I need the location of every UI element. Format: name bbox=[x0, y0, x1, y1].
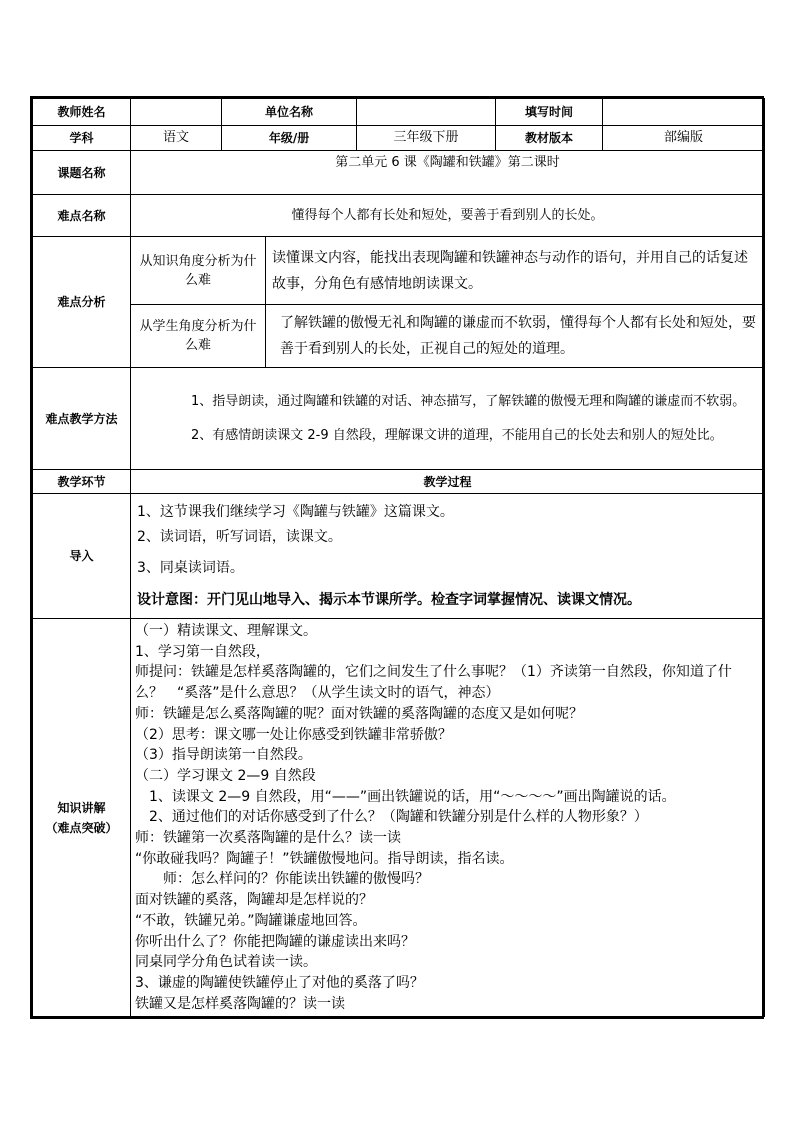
student-angle-label: 从学生角度分析为什么难 bbox=[131, 305, 266, 368]
teaching-step-heading: 教学环节 bbox=[33, 470, 131, 494]
analysis-row-knowledge bbox=[33, 237, 765, 305]
lecture-line: 师：铁罐是怎么奚落陶罐的呢？面对铁罐的奚落陶罐的态度又是如何呢？ bbox=[135, 705, 583, 722]
difficulty-label: 难点名称 bbox=[33, 195, 131, 237]
lecture-line: （一）精读课文、理解课文。 bbox=[135, 623, 317, 639]
analysis-row-student bbox=[33, 305, 765, 368]
intro-line-3: 3、同桌读词语。 bbox=[137, 560, 244, 576]
lesson-title-label: 课题名称 bbox=[33, 151, 131, 195]
intro-content bbox=[131, 494, 765, 619]
grade-value: 三年级下册 bbox=[357, 126, 496, 151]
intro-line-1: 1、这节课我们继续学习《陶罐与铁罐》这篇课文。 bbox=[137, 504, 454, 520]
lesson-plan-grid bbox=[32, 98, 765, 1017]
lecture-line: “你敢碰我吗？陶罐子！”铁罐傲慢地问。指导朗读，指名读。 bbox=[135, 850, 514, 867]
method-content bbox=[131, 368, 765, 470]
lecture-line: 师提问：铁罐是怎样奚落陶罐的，它们之间发生了什么事呢？（1）齐读第一自然段，你知道了什么？ “奚落”是什么意思？（从学生读文时的语气，神态） bbox=[135, 664, 732, 702]
lecture-line: 你听出什么了？你能把陶罐的谦虚读出来吗？ bbox=[135, 933, 415, 950]
lecture-line: 师：铁罐第一次奚落陶罐的是什么？读一读 bbox=[135, 830, 401, 847]
unit-name-value bbox=[357, 99, 496, 126]
lecture-content bbox=[131, 619, 765, 1017]
unit-name-label: 单位名称 bbox=[222, 99, 357, 126]
subject-value: 语文 bbox=[131, 126, 222, 151]
lecture-label-main: 知识讲解 bbox=[57, 800, 106, 815]
lecture-line: 师：怎么样问的？你能读出铁罐的傲慢吗？ bbox=[135, 871, 429, 888]
lecture-line: 铁罐又是怎样奚落陶罐的？读一读 bbox=[135, 995, 345, 1012]
intro-line-2: 2、读词语，听写词语，读课文。 bbox=[137, 529, 342, 545]
fill-time-label: 填写时间 bbox=[496, 99, 603, 126]
method-line-1: 1、指导朗读，通过陶罐和铁罐的对话、神态描写，了解铁罐的傲慢无理和陶罐的谦虚而不软弱。 bbox=[191, 393, 746, 409]
intro-label: 导入 bbox=[33, 494, 131, 619]
subject-label: 学科 bbox=[33, 126, 131, 151]
lecture-line: 同桌同学分角色试着读一读。 bbox=[135, 954, 317, 971]
lecture-line: 面对铁罐的奚落，陶罐却是怎样说的？ bbox=[135, 892, 373, 909]
fill-time-value bbox=[603, 99, 765, 126]
lecture-line: “不敢，铁罐兄弟。”陶罐谦虚地回答。 bbox=[135, 912, 367, 929]
lecture-line: 2、通过他们的对话你感受到了什么？（陶罐和铁罐分别是什么样的人物形象？） bbox=[135, 809, 648, 826]
knowledge-angle-text: 读懂课文内容，能找出表现陶罐和铁罐神态与动作的语句，并用自己的话复述故事，分角色有感情地朗读课文。 bbox=[266, 237, 765, 305]
teaching-process-heading: 教学过程 bbox=[131, 470, 765, 494]
lecture-line: （3）指导朗读第一自然段。 bbox=[135, 747, 312, 764]
method-label: 难点教学方法 bbox=[33, 368, 131, 470]
header-row-2 bbox=[33, 126, 765, 151]
difficulty-row bbox=[33, 195, 765, 237]
method-line-2: 2、有感情朗读课文 2-9 自然段，理解课文讲的道理，不能用自己的长处去和别人的短处比。 bbox=[191, 427, 723, 443]
header-row-1 bbox=[33, 99, 765, 126]
teacher-name-value bbox=[131, 99, 222, 126]
difficulty-value: 懂得每个人都有长处和短处，要善于看到别人的长处。 bbox=[131, 195, 765, 237]
lecture-label-sub: （难点突破） bbox=[45, 820, 118, 835]
method-row bbox=[33, 368, 765, 470]
section-head-row bbox=[33, 470, 765, 494]
lecture-row bbox=[33, 619, 765, 1017]
lesson-title-row bbox=[33, 151, 765, 195]
teacher-name-label: 教师姓名 bbox=[33, 99, 131, 126]
lecture-line: 1、学习第一自然段， bbox=[135, 643, 270, 660]
lecture-line: 3、谦虚的陶罐使铁罐停止了对他的奚落了吗？ bbox=[135, 974, 424, 991]
lesson-plan-table bbox=[30, 96, 764, 1019]
grade-label: 年级/册 bbox=[222, 126, 357, 151]
lecture-line: （二）学习课文 2—9 自然段 bbox=[135, 767, 316, 784]
intro-row bbox=[33, 494, 765, 619]
knowledge-angle-label: 从知识角度分析为什么难 bbox=[131, 237, 266, 305]
lecture-line: （2）思考：课文哪一处让你感受到铁罐非常骄傲？ bbox=[135, 726, 452, 743]
student-angle-text: 了解铁罐的傲慢无礼和陶罐的谦虚而不软弱，懂得每个人都有长处和短处，要善于看到别人的长处，正视自己的短处的道理。 bbox=[266, 305, 765, 368]
analysis-label: 难点分析 bbox=[33, 237, 131, 368]
lesson-title-value: 第二单元 6 课《陶罐和铁罐》第二课时 bbox=[131, 151, 765, 195]
edition-label: 教材版本 bbox=[496, 126, 603, 151]
lecture-line: 1、读课文 2—9 自然段，用“——”画出铁罐说的话，用“～～～～”画出陶罐说的话。 bbox=[135, 788, 676, 805]
lecture-label bbox=[33, 619, 131, 1017]
edition-value: 部编版 bbox=[603, 126, 765, 151]
intro-design-intent: 设计意图：开门见山地导入、揭示本节课所学。检查字词掌握情况、读课文情况。 bbox=[137, 592, 641, 608]
